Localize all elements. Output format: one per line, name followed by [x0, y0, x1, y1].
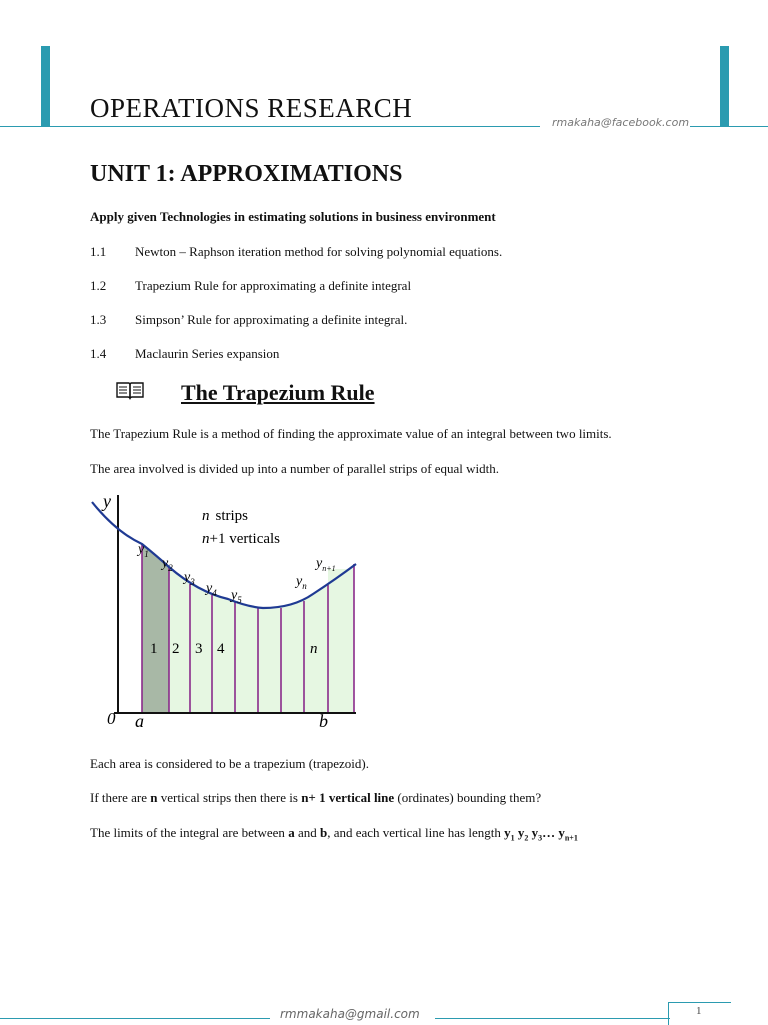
header-rule-left	[0, 126, 540, 127]
page-number: 1	[696, 1005, 702, 1017]
a-label: a	[135, 711, 144, 731]
strip-label: 2	[172, 641, 180, 657]
legend-strips	[202, 508, 248, 524]
book-icon	[115, 380, 145, 400]
ordinate-label: $y_{n+1}$	[316, 556, 336, 573]
objective-number: 1.4	[90, 346, 107, 361]
ordinate-label: $y_n$	[296, 574, 307, 591]
header-title: OPERATIONS RESEARCH	[90, 93, 413, 123]
strip-label: 1	[150, 641, 158, 657]
ordinate-label: $y_2$	[162, 556, 173, 573]
footer-rule-left	[0, 1018, 270, 1019]
footer-rule-right	[435, 1018, 670, 1019]
ordinate-label: $y_3$	[184, 570, 195, 587]
ordinate-label: $y_4$	[206, 581, 217, 598]
section-heading: The Trapezium Rule	[181, 380, 375, 405]
strip-label: 4	[217, 641, 225, 657]
legend-verticals-text: +1 verticals	[209, 531, 281, 547]
objective-text: Maclaurin Series expansion	[135, 346, 280, 361]
b-label: b	[319, 711, 328, 731]
y-axis-label: y	[103, 491, 111, 511]
header-accent-bar-right	[720, 46, 729, 126]
trapezium-diagram	[88, 487, 360, 737]
objective-number: 1.3	[90, 312, 107, 327]
objective-text: Trapezium Rule for approximating a definite integral	[135, 278, 412, 293]
strip-label: 3	[195, 641, 203, 657]
paragraph: The area involved is divided up into a number of parallel strips of equal width.	[90, 461, 500, 476]
objective-number: 1.1	[90, 244, 107, 259]
paragraph: The Trapezium Rule is a method of finding the approximate value of an integral between two limits.	[90, 426, 612, 441]
legend-n: n	[202, 531, 210, 547]
header-rule-right	[690, 126, 768, 127]
objective-number: 1.2	[90, 278, 107, 293]
legend-verticals	[202, 531, 280, 547]
objective-heading: Apply given Technologies in estimating solutions in business environment	[90, 209, 496, 224]
objective-text: Simpson’ Rule for approximating a definite integral.	[135, 312, 408, 327]
objective-text: Newton – Raphson iteration method for solving polynomial equations.	[135, 244, 503, 259]
footer-email: rmmakaha@gmail.com	[280, 1007, 420, 1021]
paragraph: Each area is considered to be a trapezium (trapezoid).	[90, 756, 369, 771]
paragraph: The limits of the integral are between a and b, and each vertical line has length $y_1$ $y_2$ $y_3\dots$ $y_{n+1}$	[90, 825, 578, 843]
origin-label: 0	[107, 709, 116, 728]
header-email: rmakaha@facebook.com	[552, 116, 690, 129]
legend-strips-text: strips	[215, 508, 249, 524]
legend-n: n	[202, 508, 210, 524]
strip-label: n	[310, 641, 318, 657]
paragraph: If there are n vertical strips then there is n+ 1 vertical line (ordinates) bounding them?	[90, 790, 542, 805]
unit-title: UNIT 1: APPROXIMATIONS	[90, 161, 403, 187]
ordinate-label: $y_1$	[138, 542, 149, 559]
strip-area-end	[328, 569, 354, 713]
header-accent-bar-left	[41, 46, 50, 126]
ordinate-label: $y_5$	[231, 588, 242, 605]
